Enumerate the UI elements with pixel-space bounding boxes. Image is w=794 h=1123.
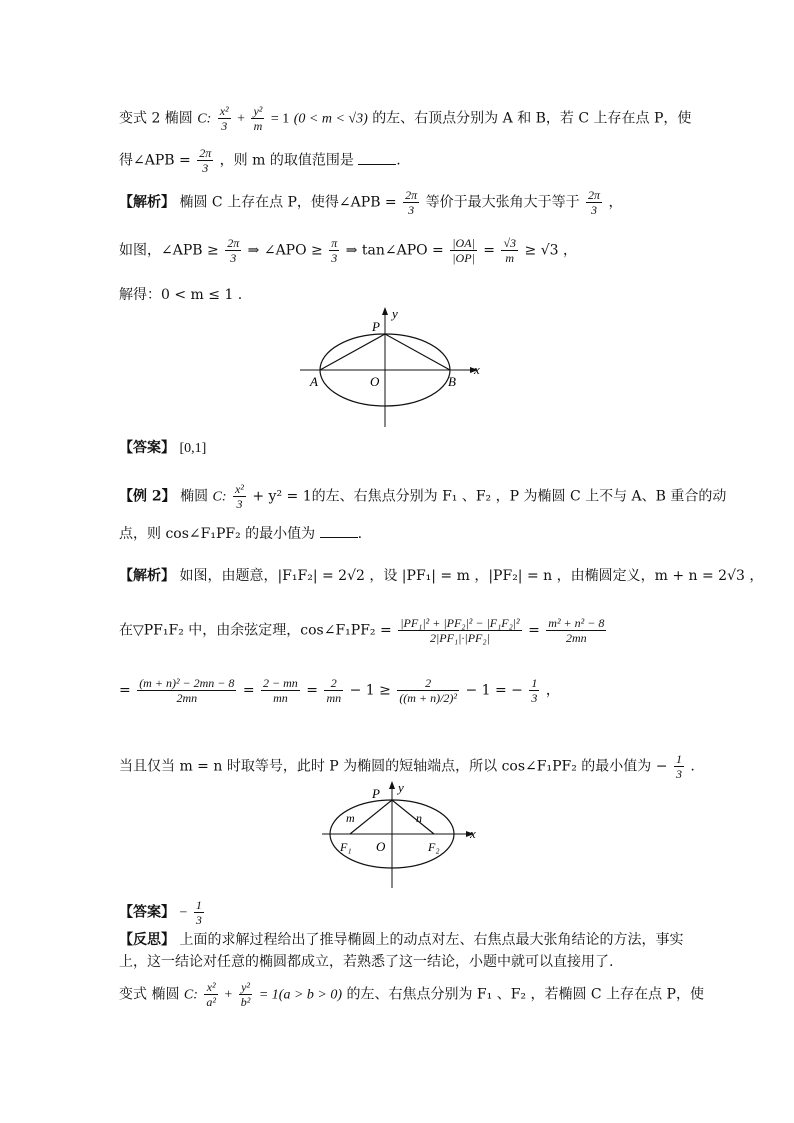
label-A: A	[310, 374, 318, 389]
answer-value: [0,1]	[179, 441, 207, 456]
numerator: x²	[219, 104, 229, 118]
fraction	[197, 146, 213, 175]
numerator: m² + n² − 8	[548, 616, 605, 630]
answer1-line	[119, 438, 206, 459]
text: ，	[545, 682, 560, 699]
numerator: x²	[204, 980, 218, 995]
fraction	[501, 236, 518, 265]
reflection-line2: 上，这一结论对任意的椭圆都成立，若熟悉了这一结论，小题中就可以直接用了.	[119, 954, 614, 970]
text: 上面的求解过程给出了推导椭圆上的动点对左、右焦点最大张角结论的方法，事实	[179, 932, 684, 948]
label-O: O	[370, 374, 380, 389]
text: − 1 ≥	[349, 682, 391, 699]
fraction	[225, 236, 241, 265]
fraction	[239, 980, 253, 1009]
variant2-line2: 得∠APB = $\frac{2\pi}{3}$ ，则 m 的取值范围是 .	[119, 146, 401, 175]
fraction	[329, 236, 339, 265]
example2-label: 【例 2】	[119, 488, 176, 505]
text: ⇒ tan∠APO =	[345, 242, 444, 259]
numerator: 1	[531, 676, 538, 690]
numerator: 2π	[405, 188, 418, 202]
text: 等价于最大张角大于等于	[425, 194, 580, 211]
fraction	[546, 616, 606, 645]
numerator: (m + n)² − 2mn − 8	[139, 676, 235, 690]
reflection-label: 【反思】	[119, 932, 175, 948]
label-x: x	[470, 826, 476, 841]
analysis-line1	[119, 188, 623, 217]
text: − 1 = −	[465, 682, 523, 699]
ellipse-figure-2	[318, 778, 483, 890]
label-P: P	[372, 319, 380, 334]
minus-sign: −	[179, 905, 188, 921]
numerator: 2	[324, 676, 343, 691]
label-O: O	[376, 839, 386, 854]
denominator: 3	[236, 497, 243, 511]
text: 当且仅当 m = n 时取等号，此时 P 为椭圆的短轴端点，所以 cos∠F₁PF₂ 的最小值为 −	[119, 758, 668, 775]
fraction	[194, 898, 204, 927]
label-n: n	[416, 811, 422, 825]
text: ⇒ ∠APO ≥	[247, 242, 323, 259]
text: .	[690, 758, 695, 775]
numerator: 2π	[588, 188, 601, 202]
denominator: |OP|	[452, 251, 475, 265]
label-y: y	[392, 306, 398, 321]
label-F1: F₁	[340, 840, 352, 854]
numerator: 1	[675, 752, 682, 766]
example2-line2: 点，则 cos∠F₁PF₂ 的最小值为 .	[119, 526, 363, 542]
numerator: 2π	[199, 146, 212, 160]
denominator: 3	[221, 119, 228, 133]
text: =	[306, 682, 318, 699]
denominator: 3	[591, 203, 598, 217]
example2-line1	[119, 482, 726, 511]
analysis2-line2	[119, 616, 608, 645]
text: =	[242, 682, 255, 699]
fraction	[324, 676, 343, 705]
answer-blank	[320, 525, 358, 538]
numerator: π	[331, 236, 338, 250]
label-x: x	[474, 362, 480, 377]
label-P: P	[372, 786, 380, 801]
label-F2: F₂	[428, 840, 440, 854]
fraction	[204, 980, 218, 1009]
numerator: x²	[234, 482, 244, 496]
variant2-line1	[119, 104, 691, 133]
denominator: 3	[531, 691, 538, 705]
label-y: y	[398, 780, 404, 795]
text: 在▽PF₁F₂ 中，由余弦定理，cos∠F₁PF₂ =	[119, 622, 392, 639]
numerator: √3	[503, 236, 517, 250]
analysis2-line1	[119, 566, 763, 586]
ellipse-name: C:	[197, 111, 212, 127]
denominator: m	[505, 251, 515, 265]
denominator: 2mn	[565, 631, 587, 645]
text: 点，则 cos∠F₁PF₂ 的最小值为	[119, 526, 316, 542]
text: 得∠APB =	[119, 152, 191, 169]
denominator: mn	[273, 691, 288, 705]
answer2-line	[119, 898, 206, 927]
denominator: 2|PF₁|·|PF₂|	[429, 631, 490, 645]
analysis-line2	[119, 236, 577, 265]
analysis2-line3	[119, 676, 560, 705]
label-m: m	[346, 811, 355, 825]
fraction	[398, 616, 521, 645]
y-arrow-icon	[389, 781, 395, 789]
text: ，	[608, 194, 623, 211]
text: 如图，∠APB ≥	[119, 242, 219, 259]
fraction	[397, 676, 459, 705]
text: 的左、右顶点分别为 A 和 B，若 C 上存在点 P，使	[372, 110, 692, 127]
denominator: 3	[230, 251, 237, 265]
denominator: mn	[326, 691, 342, 705]
analysis2-line4	[119, 752, 695, 781]
label-B: B	[448, 374, 456, 389]
reflection-line1	[119, 930, 683, 950]
denominator: 3	[195, 913, 202, 927]
answer-label: 【答案】	[119, 904, 175, 921]
text: ，则 m 的取值范围是	[219, 152, 354, 169]
numerator: 1	[195, 898, 202, 912]
text: 椭圆	[180, 488, 209, 505]
variant-label: 变式 椭圆	[119, 986, 180, 1003]
numerator: |OA|	[452, 236, 475, 250]
denominator: 3	[675, 767, 682, 781]
denominator: ((m + n)/2)²	[399, 691, 457, 705]
condition: (0 < m < √3)	[293, 111, 368, 127]
text: =	[528, 622, 540, 639]
equation-rhs: = 1(a > b > 0)	[258, 987, 343, 1003]
fraction	[674, 752, 684, 781]
ellipse-name: C:	[183, 987, 198, 1003]
fraction	[261, 676, 300, 705]
numerator: 2 − mn	[263, 676, 298, 690]
fraction	[233, 482, 246, 511]
analysis-label: 【解析】	[119, 568, 175, 584]
equation-rhs: = 1	[270, 111, 290, 127]
plus-sign: +	[224, 987, 233, 1003]
text: 的左、右焦点分别为 F₁ 、F₂ ，若椭圆 C 上存在点 P，使	[346, 986, 704, 1003]
variant2-label: 变式 2 椭圆	[119, 110, 193, 127]
text: 如图，由题意，|F₁F₂| = 2√2 ，设 |PF₁| = m ，|PF₂| = n ，由椭圆定义，m + n = 2√3 ，	[179, 568, 764, 584]
analysis-label: 【解析】	[119, 194, 175, 211]
variant-line	[119, 980, 704, 1009]
numerator: |PF₁|² + |PF₂|² − |F₁F₂|²	[400, 616, 520, 630]
numerator: 2	[397, 676, 459, 691]
denominator: a²	[206, 995, 216, 1009]
text: =	[119, 682, 131, 699]
fraction	[137, 676, 236, 705]
fraction	[529, 676, 539, 705]
numerator: 2π	[227, 236, 240, 250]
fraction	[403, 188, 419, 217]
answer-blank	[358, 152, 396, 165]
denominator: m	[253, 119, 263, 133]
denominator: 3	[408, 203, 415, 217]
denominator: 2mn	[176, 691, 198, 705]
fraction	[218, 104, 231, 133]
text: + y² = 1的左、右焦点分别为 F₁ 、F₂ ，P 为椭圆 C 上不与 A、B 重合的动	[252, 488, 727, 505]
ellipse-name: C:	[212, 489, 227, 505]
fraction	[450, 236, 477, 265]
answer-label: 【答案】	[119, 440, 175, 456]
text: 椭圆 C 上存在点 P，使得∠APB =	[179, 194, 397, 211]
text: ≥ √3 ，	[524, 242, 577, 259]
plus-sign: +	[237, 111, 246, 127]
y-arrow-icon	[382, 307, 388, 315]
fraction	[586, 188, 602, 217]
solution-result: 解得：0 < m ≤ 1 .	[119, 287, 243, 303]
denominator: b²	[240, 995, 251, 1009]
text: =	[483, 242, 496, 259]
denominator: 3	[202, 161, 209, 175]
ellipse-figure-1	[296, 305, 486, 430]
denominator: 3	[331, 251, 338, 265]
numerator: y²	[253, 104, 263, 118]
fraction	[251, 104, 264, 133]
numerator: y²	[239, 980, 253, 995]
